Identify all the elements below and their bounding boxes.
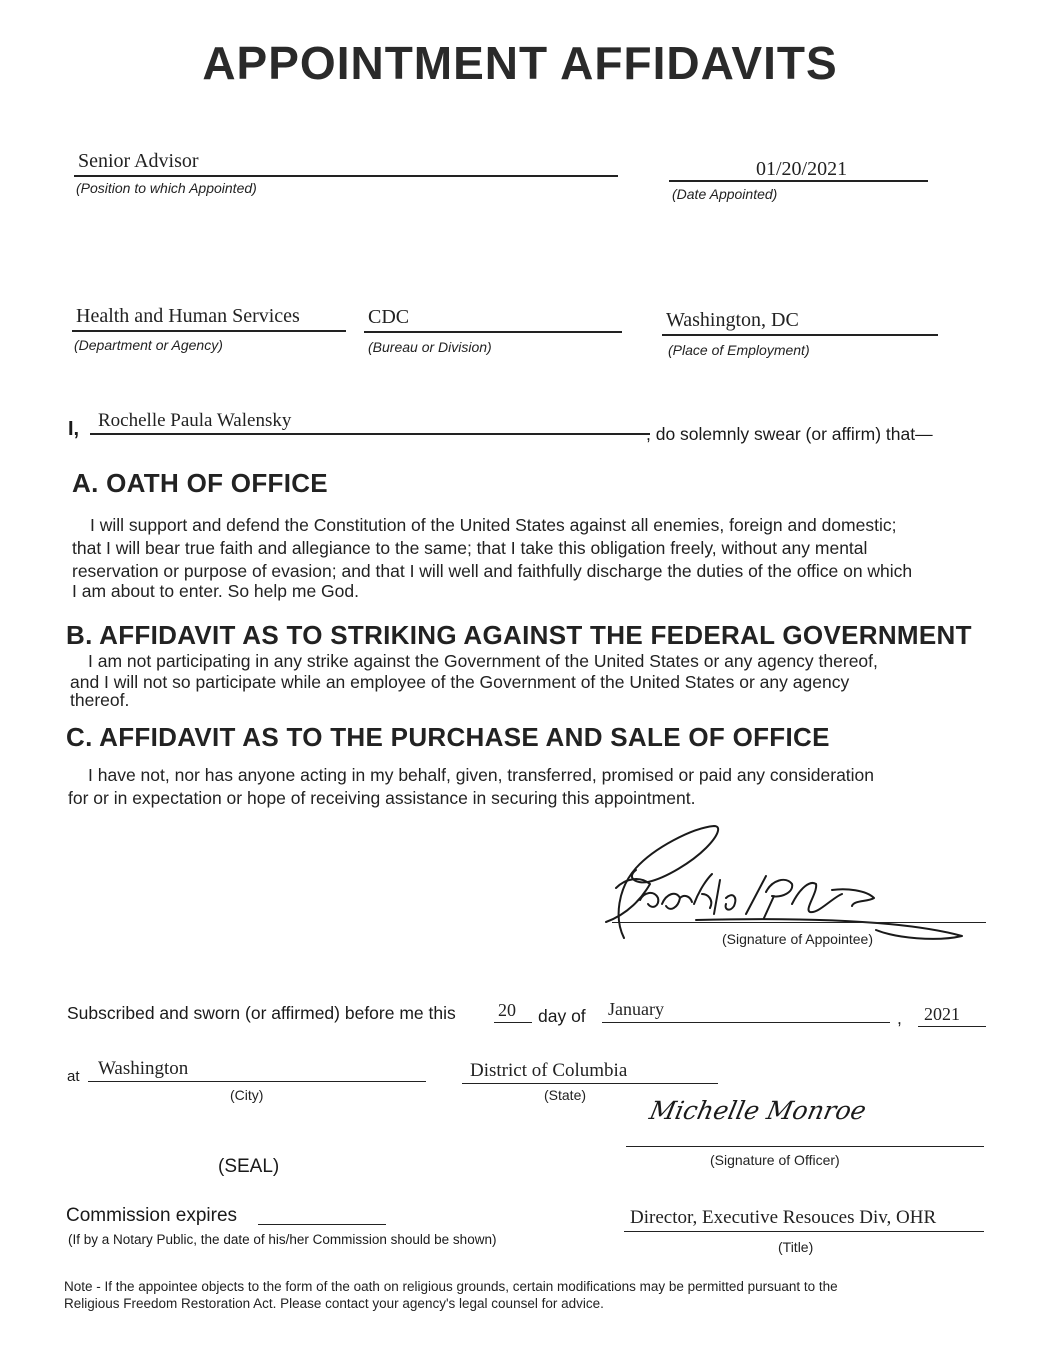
year-underline: [918, 1026, 986, 1027]
oath-prefix: I,: [68, 418, 80, 440]
position-field[interactable]: Senior Advisor: [78, 150, 199, 172]
section-c-line: for or in expectation or hope of receiving assistance in securing this appointment.: [68, 788, 696, 808]
section-c-heading: C. AFFIDAVIT AS TO THE PURCHASE AND SALE OF OFFICE: [66, 722, 830, 752]
oath-suffix: , do solemnly swear (or affirm) that—: [646, 424, 933, 444]
footer-note-line: Religious Freedom Restoration Act. Please contact your agency's legal counsel for advice.: [64, 1296, 604, 1311]
place-caption: (Place of Employment): [668, 342, 810, 358]
bureau-field[interactable]: CDC: [368, 306, 410, 328]
officer-title-caption: (Title): [778, 1239, 814, 1255]
section-b-line: and I will not so participate while an employee of the Government of the United States or any agency: [70, 672, 850, 692]
bureau-caption: (Bureau or Division): [368, 339, 492, 355]
seal-label: (SEAL): [218, 1156, 280, 1177]
commission-label: Commission expires: [66, 1205, 238, 1226]
section-a-line: that I will bear true faith and allegiance to the same; that I take this obligation freely, without any mental: [72, 538, 868, 558]
month-field[interactable]: January: [608, 999, 664, 1019]
place-underline: [662, 334, 938, 336]
sworn-prefix: Subscribed and sworn (or affirmed) before me this: [67, 1003, 456, 1023]
city-underline: [88, 1081, 426, 1082]
section-b-heading: B. AFFIDAVIT AS TO STRIKING AGAINST THE FEDERAL GOVERNMENT: [66, 620, 972, 650]
department-underline: [72, 330, 346, 332]
date-underline: [669, 180, 928, 182]
at-label: at: [67, 1068, 80, 1085]
section-c-line: I have not, nor has anyone acting in my behalf, given, transferred, promised or paid any consideration: [88, 765, 875, 785]
officer-signature-line: [626, 1146, 984, 1147]
page-title: APPOINTMENT AFFIDAVITS: [202, 37, 838, 89]
appointee-name-field[interactable]: Rochelle Paula Walensky: [98, 410, 292, 431]
appointee-signature-caption: (Signature of Appointee): [722, 931, 873, 947]
commission-caption: (If by a Notary Public, the date of his/her Commission should be shown): [68, 1232, 497, 1247]
bureau-underline: [364, 331, 622, 333]
year-field[interactable]: 2021: [924, 1004, 960, 1024]
footer-note-line: Note - If the appointee objects to the form of the oath on religious grounds, certain modifications may be permitted pursuant to the: [64, 1279, 838, 1294]
name-underline: [90, 433, 650, 435]
officer-title-underline: [624, 1231, 984, 1232]
section-a-line: I will support and defend the Constitution of the United States against all enemies, foreign and domestic;: [90, 515, 897, 535]
day-underline: [494, 1022, 532, 1023]
department-field[interactable]: Health and Human Services: [76, 305, 300, 327]
section-b-line: thereof.: [70, 690, 130, 710]
section-a-line: reservation or purpose of evasion; and that I will well and faithfully discharge the duties of the office on which: [72, 561, 913, 581]
appointee-signature-line: [612, 922, 986, 923]
position-underline: [74, 175, 618, 177]
appointee-signature: [596, 818, 976, 948]
officer-title-field[interactable]: Director, Executive Resouces Div, OHR: [630, 1207, 937, 1228]
date-appointed-field[interactable]: 01/20/2021: [756, 158, 848, 180]
date-caption: (Date Appointed): [672, 186, 778, 202]
commission-date-field[interactable]: [258, 1224, 386, 1225]
place-field[interactable]: Washington, DC: [666, 309, 799, 331]
day-field[interactable]: 20: [498, 1000, 516, 1020]
day-label: day of: [538, 1006, 586, 1026]
state-field[interactable]: District of Columbia: [470, 1060, 628, 1081]
section-a-heading: A. OATH OF OFFICE: [72, 468, 328, 498]
section-b-line: I am not participating in any strike against the Government of the United States or any agency thereof,: [88, 651, 878, 671]
city-field[interactable]: Washington: [98, 1058, 189, 1079]
city-caption: (City): [230, 1087, 264, 1103]
position-caption: (Position to which Appointed): [76, 180, 257, 196]
year-comma: ,: [897, 1008, 902, 1028]
department-caption: (Department or Agency): [74, 337, 223, 353]
month-underline: [602, 1022, 890, 1023]
state-underline: [462, 1083, 718, 1084]
officer-signature: Michelle Monroe: [646, 1096, 869, 1125]
state-caption: (State): [544, 1087, 587, 1103]
officer-signature-caption: (Signature of Officer): [710, 1152, 840, 1168]
section-a-line: I am about to enter. So help me God.: [72, 581, 359, 601]
